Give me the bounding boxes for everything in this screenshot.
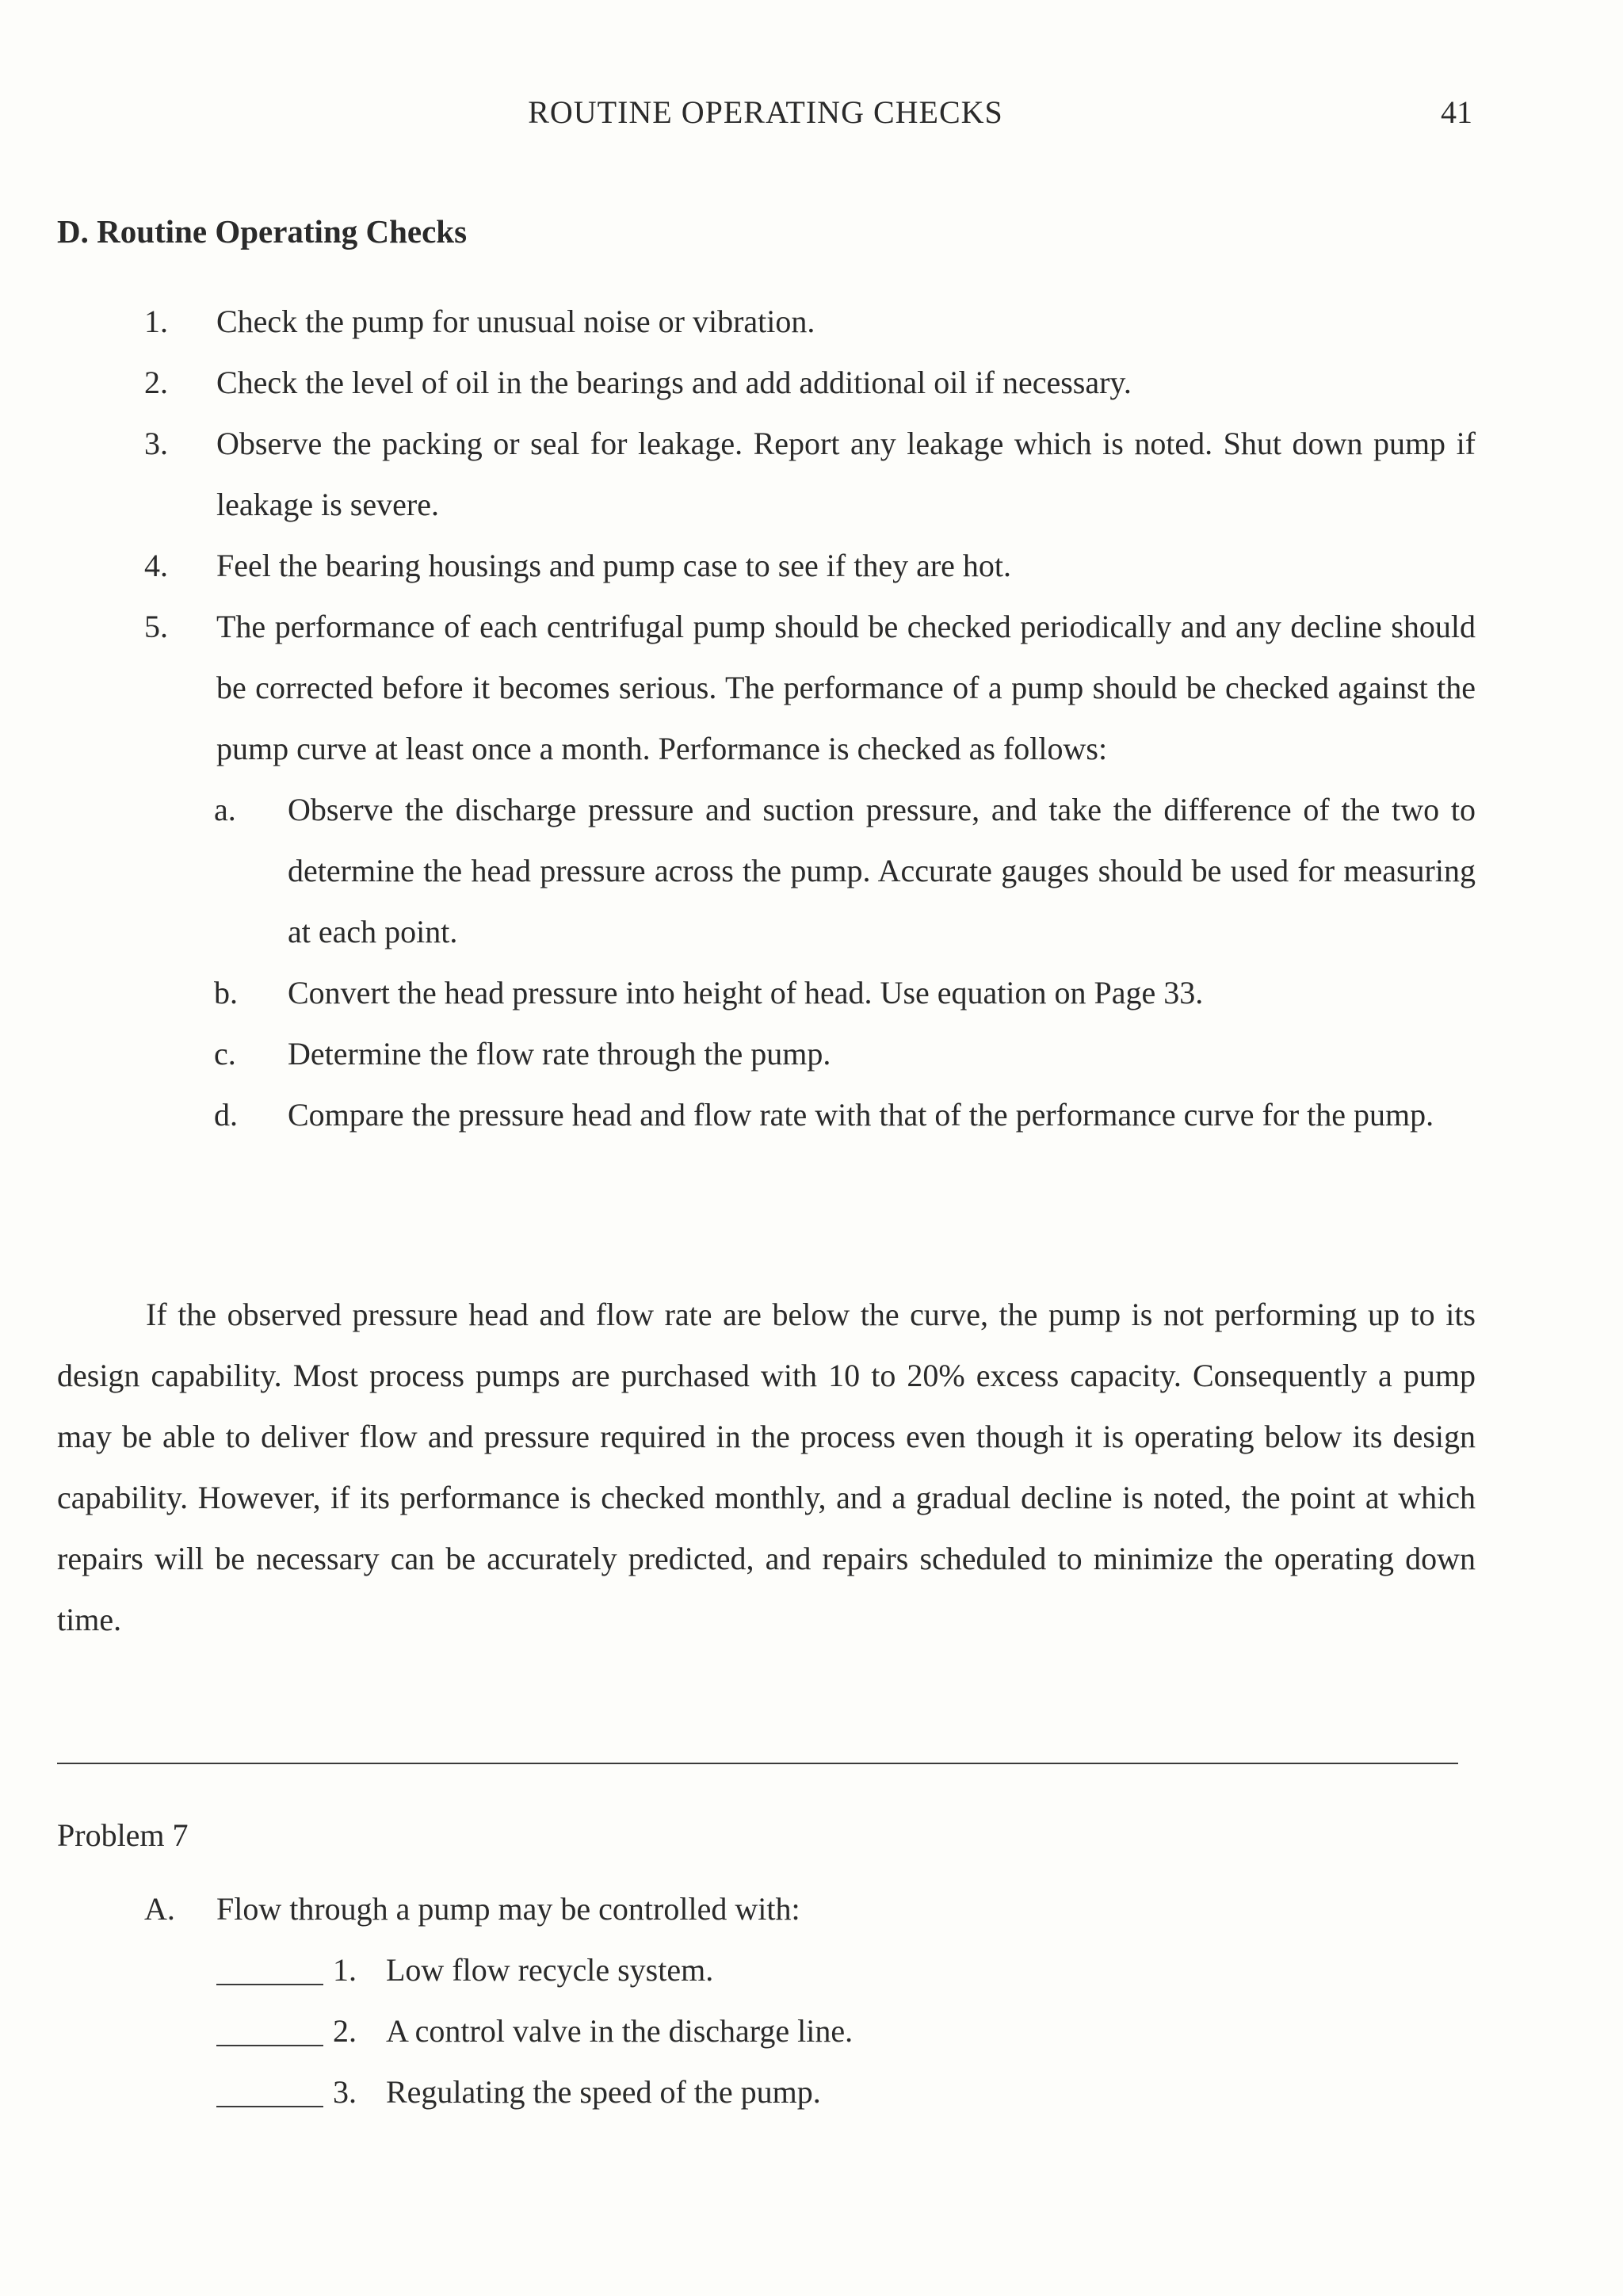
sub-item-letter: d.	[214, 1097, 238, 1133]
sub-item-text: Compare the pressure head and flow rate with that of the performance curve for the pump.	[288, 1097, 1434, 1133]
question-text: Flow through a pump may be controlled with:	[216, 1891, 800, 1927]
horizontal-rule	[57, 1763, 1458, 1764]
item-number: 3.	[144, 426, 168, 461]
answer-option	[0, 1939, 1623, 2000]
sub-list-item	[0, 1084, 1623, 1145]
answer-blank[interactable]	[216, 2106, 323, 2107]
option-text: A control valve in the discharge line.	[386, 2013, 854, 2049]
section-heading: D. Routine Operating Checks	[57, 213, 468, 250]
answer-option	[0, 2061, 1623, 2122]
item-text: Observe the packing or seal for leakage. Report any leakage which is noted. Shut down pump if leakage is severe.	[216, 426, 1476, 522]
answer-blank[interactable]	[216, 1984, 323, 1985]
sub-item-letter: a.	[214, 792, 236, 827]
sub-item-text: Convert the head pressure into height of head. Use equation on Page 33.	[288, 975, 1204, 1010]
item-text: Check the pump for unusual noise or vibration.	[216, 304, 815, 339]
item-number: 2.	[144, 365, 168, 400]
sub-item-text: Observe the discharge pressure and suction pressure, and take the difference of the two to determine the head pressure across the pump. Accurate gauges should be used for measuring at each point.	[288, 792, 1476, 949]
option-text: Regulating the speed of the pump.	[386, 2074, 821, 2110]
body-paragraph: If the observed pressure head and flow rate are below the curve, the pump is not performing up to its design capability. Most process pumps are purchased with 10 to 20% excess capacity. Consequently a pump may be able to deliver flow and pressure required in the process even though it is operating below its design capability. However, if its performance is checked monthly, and a gradual decline is noted, the point at which repairs will be necessary can be accurately predicted, and repairs scheduled to minimize the operating down time.	[57, 1297, 1476, 1637]
list-item	[0, 535, 1623, 596]
running-header	[0, 94, 1623, 141]
item-number: 5.	[144, 609, 168, 644]
sub-item-letter: c.	[214, 1036, 236, 1072]
problem-question	[0, 1878, 1623, 2122]
list-item	[0, 352, 1623, 413]
item-number: 1.	[144, 304, 168, 339]
problem-title: Problem 7	[57, 1817, 189, 1853]
question-letter: A.	[144, 1891, 175, 1927]
sub-item-text: Determine the flow rate through the pump.	[288, 1036, 831, 1072]
list-item	[0, 291, 1623, 352]
checks-list	[0, 291, 1623, 1145]
answer-blank[interactable]	[216, 2045, 323, 2046]
answer-option	[0, 2000, 1623, 2061]
sub-list-item	[0, 779, 1623, 962]
list-item	[0, 413, 1623, 535]
option-number: 3.	[333, 2074, 357, 2110]
sub-list-item	[0, 1023, 1623, 1084]
item-text: Feel the bearing housings and pump case to see if they are hot.	[216, 548, 1012, 583]
running-title: ROUTINE OPERATING CHECKS	[528, 94, 1003, 130]
page-number: 41	[1441, 94, 1472, 130]
item-text: The performance of each centrifugal pump should be checked periodically and any decline should be corrected before it becomes serious. The performance of a pump should be checked against the pump curve at least once a month. Performance is checked as follows:	[216, 609, 1476, 766]
option-number: 2.	[333, 2013, 357, 2049]
option-text: Low flow recycle system.	[386, 1952, 714, 1988]
sub-item-letter: b.	[214, 975, 238, 1010]
option-number: 1.	[333, 1952, 357, 1988]
sub-list-item	[0, 962, 1623, 1023]
item-text: Check the level of oil in the bearings and add additional oil if necessary.	[216, 365, 1132, 400]
list-item	[0, 596, 1623, 779]
item-number: 4.	[144, 548, 168, 583]
